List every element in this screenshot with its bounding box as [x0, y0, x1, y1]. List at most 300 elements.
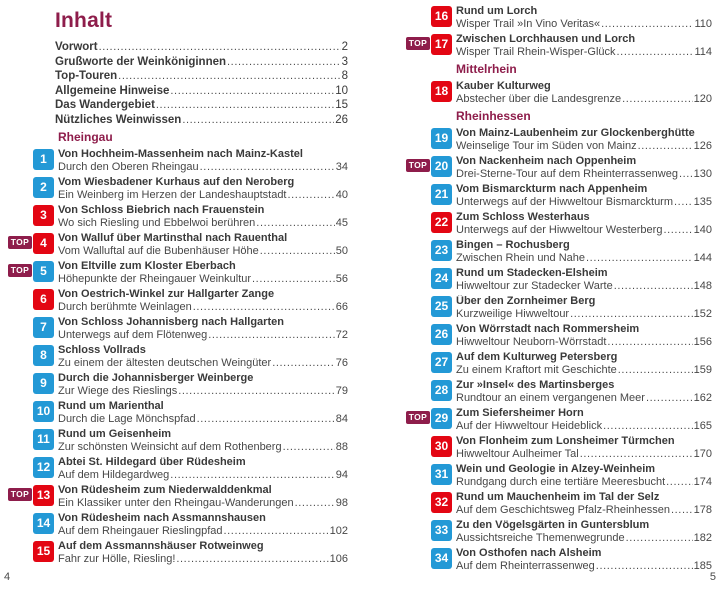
top-badge: TOP — [406, 411, 430, 424]
tour-number-badge: 33 — [431, 520, 452, 541]
top-badge-slot — [8, 344, 33, 348]
tour-subtitle: Ein Weinberg im Herzen der Landeshauptstadt — [58, 189, 287, 201]
tour-entry — [406, 211, 712, 237]
front-matter-label: Grußworte der Weinköniginnen — [55, 55, 227, 68]
tour-title: Rund um Lorch — [456, 5, 538, 17]
tour-page-ref: 84 — [335, 413, 348, 425]
tour-subtitle-line — [58, 245, 348, 258]
tour-page-ref: 170 — [693, 448, 712, 460]
top-badge-slot — [406, 323, 431, 327]
tour-page-ref: 174 — [693, 476, 712, 488]
tour-page-ref: 76 — [335, 357, 348, 369]
top-badge-slot — [406, 547, 431, 551]
tour-entry-text — [456, 5, 712, 31]
tour-subtitle: Fahr zur Hölle, Riesling! — [58, 553, 176, 565]
dot-leader — [170, 469, 334, 482]
tour-subtitle: Hiwweltour zur Stadecker Warte — [456, 280, 613, 292]
top-badge-slot — [8, 232, 33, 249]
tour-subtitle: Zur schönsten Weinsicht auf dem Rothenberg — [58, 441, 282, 453]
tour-subtitle-line — [456, 140, 712, 153]
tour-entry-text — [58, 512, 348, 538]
tour-number-badge: 10 — [33, 401, 54, 422]
top-badge-slot — [8, 288, 33, 292]
tour-entry-text — [58, 148, 348, 174]
tour-subtitle-line — [58, 357, 348, 370]
dot-leader — [638, 140, 693, 153]
tour-subtitle: Hiwweltour Aulheimer Tal — [456, 448, 579, 460]
tour-entry — [406, 379, 712, 405]
dot-leader — [176, 553, 328, 566]
tour-page-ref: 79 — [335, 385, 348, 397]
tour-number-badge: 17 — [431, 34, 452, 55]
tour-title: Von Rüdesheim zum Niederwalddenkmal — [58, 484, 272, 496]
top-badge-slot — [406, 519, 431, 523]
tour-page-ref: 120 — [693, 93, 712, 105]
tour-subtitle-line — [58, 161, 348, 174]
top-badge-slot — [8, 400, 33, 404]
tour-page-ref: 159 — [693, 364, 712, 376]
tour-page-ref: 114 — [694, 46, 712, 58]
top-badge: TOP — [406, 37, 430, 50]
tour-number-badge: 11 — [33, 429, 54, 450]
dot-leader — [178, 385, 335, 398]
tour-page-ref: 72 — [335, 329, 348, 341]
dot-leader — [646, 392, 693, 405]
dot-leader — [622, 93, 693, 106]
tour-entry-text — [58, 316, 348, 342]
tour-number-badge: 21 — [431, 184, 452, 205]
tour-subtitle: Unterwegs auf dem Flötenweg — [58, 329, 208, 341]
tour-number-badge: 6 — [33, 289, 54, 310]
tour-entry-text — [58, 232, 348, 258]
tour-number-badge: 30 — [431, 436, 452, 457]
tour-title: Bingen – Rochusberg — [456, 239, 570, 251]
top-badge-slot — [8, 456, 33, 460]
tour-subtitle: Zwischen Rhein und Nahe — [456, 252, 586, 264]
tour-page-ref: 102 — [329, 525, 348, 537]
tour-subtitle-line — [456, 336, 712, 349]
tour-entry — [8, 176, 348, 202]
section-heading: Mittelrhein — [456, 62, 517, 76]
tour-number-badge: 20 — [431, 156, 452, 177]
tour-title: Von Osthofen nach Alsheim — [456, 547, 602, 559]
tour-entry-text — [456, 463, 712, 489]
front-matter-row — [55, 69, 348, 84]
tour-title: Von Hochheim-Massenheim nach Mainz-Kastel — [58, 148, 303, 160]
section-heading: Rheinhessen — [456, 109, 531, 123]
tour-title: Kauber Kulturweg — [456, 80, 551, 92]
dot-leader — [118, 69, 340, 84]
tour-subtitle-line — [456, 504, 712, 517]
page-right — [360, 0, 720, 590]
tour-entry-text — [456, 211, 712, 237]
front-matter-label: Das Wandergebiet — [55, 99, 155, 111]
dot-leader — [570, 308, 693, 321]
dot-leader — [288, 189, 335, 202]
tour-title: Über den Zornheimer Berg — [456, 295, 596, 307]
front-matter-row — [55, 84, 348, 99]
tour-entry-text — [456, 547, 712, 573]
tour-entry-text — [58, 204, 348, 230]
tour-entry — [406, 351, 712, 377]
top-badge-slot — [406, 407, 431, 424]
tour-title: Rund um Mauchenheim im Tal der Selz — [456, 491, 660, 503]
tour-list-left — [8, 131, 348, 566]
tour-title: Von Eltville zum Kloster Eberbach — [58, 260, 236, 272]
tour-page-ref: 98 — [335, 497, 348, 509]
tour-entry-text — [456, 379, 712, 405]
front-matter-page-ref: 3 — [341, 55, 348, 68]
front-matter-label: Nützliches Weinwissen — [55, 113, 182, 126]
tour-number-badge: 16 — [431, 6, 452, 27]
tour-subtitle: Wisper Trail »In Vino Veritas« — [456, 18, 601, 30]
tour-entry-text — [456, 407, 712, 433]
dot-leader — [283, 441, 335, 454]
dot-leader — [156, 98, 334, 113]
dot-leader — [170, 84, 334, 99]
tour-page-ref: 106 — [329, 553, 348, 565]
tour-subtitle-line — [456, 476, 712, 489]
top-badge-slot — [8, 260, 33, 277]
tour-number-badge: 5 — [33, 261, 54, 282]
tour-number-badge: 19 — [431, 128, 452, 149]
tour-entry — [406, 295, 712, 321]
tour-title: Zum Schloss Westerhaus — [456, 211, 590, 223]
tour-subtitle: Kurzweilige Hiwweltour — [456, 308, 570, 320]
tour-title: Von Schloss Biebrich nach Frauenstein — [58, 204, 265, 216]
tour-title: Rund um Marienthal — [58, 400, 164, 412]
tour-title: Abtei St. Hildegard über Rüdesheim — [58, 456, 246, 468]
tour-title: Zur »Insel« des Martinsberges — [456, 379, 615, 391]
tour-number-badge: 8 — [33, 345, 54, 366]
top-badge-slot — [406, 183, 431, 187]
tour-number-badge: 9 — [33, 373, 54, 394]
tour-entry — [406, 5, 712, 31]
top-badge-slot — [8, 484, 33, 501]
top-badge-slot — [406, 211, 431, 215]
tour-subtitle: Rundtour an einem vergangenen Meer — [456, 392, 645, 404]
tour-title: Zu den Vögelsgärten in Guntersblum — [456, 519, 650, 531]
front-matter-label: Top-Touren — [55, 70, 118, 82]
tour-title: Rund um Stadecken-Elsheim — [456, 267, 608, 279]
dot-leader — [99, 40, 341, 55]
dot-leader — [586, 252, 693, 265]
tour-entry-text — [456, 323, 712, 349]
tour-subtitle: Wo sich Riesling und Ebbelwoi berühren — [58, 217, 256, 229]
front-matter-row — [55, 98, 348, 113]
dot-leader — [596, 560, 693, 573]
tour-title: Von Mainz-Laubenheim zur Glockenberghütte — [456, 127, 695, 139]
front-matter-page-ref: 26 — [335, 113, 348, 126]
tour-entry — [8, 400, 348, 426]
tour-entry — [8, 232, 348, 258]
dot-leader — [272, 357, 335, 370]
tour-title: Von Schloss Johannisberg nach Hallgarten — [58, 316, 284, 328]
tour-subtitle-line — [58, 385, 348, 398]
tour-subtitle-line — [456, 18, 712, 31]
tour-page-ref: 178 — [693, 504, 712, 516]
tour-number-badge: 14 — [33, 513, 54, 534]
top-badge-slot — [406, 267, 431, 271]
tour-subtitle-line — [58, 189, 348, 202]
tour-subtitle: Wisper Trail Rhein-Wisper-Glück — [456, 46, 616, 58]
top-badge-slot — [406, 33, 431, 50]
tour-entry-text — [58, 456, 348, 482]
tour-subtitle: Rundgang durch eine tertiäre Meeresbucht — [456, 476, 666, 488]
tour-entry — [8, 484, 348, 510]
tour-title: Von Nackenheim nach Oppenheim — [456, 155, 637, 167]
tour-page-ref: 165 — [693, 420, 712, 432]
tour-entry — [406, 127, 712, 153]
top-badge-slot — [406, 351, 431, 355]
tour-subtitle: Auf dem Hildegardweg — [58, 469, 170, 481]
tour-number-badge: 25 — [431, 296, 452, 317]
dot-leader — [200, 161, 335, 174]
tour-entry — [406, 547, 712, 573]
tour-title: Von Oestrich-Winkel zur Hallgarter Zange — [58, 288, 275, 300]
tour-entry-text — [456, 491, 712, 517]
tour-number-badge: 27 — [431, 352, 452, 373]
tour-number-badge: 13 — [33, 485, 54, 506]
tour-subtitle: Drei-Sterne-Tour auf dem Rheinterrassenweg — [456, 168, 678, 180]
tour-page-ref: 162 — [693, 392, 712, 404]
tour-entry — [8, 456, 348, 482]
front-matter-page-ref: 2 — [341, 41, 348, 53]
tour-entry-text — [456, 519, 712, 545]
tour-number-badge: 4 — [33, 233, 54, 254]
tour-title: Von Flonheim zum Lonsheimer Türmchen — [456, 435, 675, 447]
tour-entry-text — [58, 260, 348, 286]
top-badge-slot — [406, 239, 431, 243]
tour-entry-text — [58, 540, 348, 566]
top-badge-slot — [8, 148, 33, 152]
dot-leader — [666, 476, 693, 489]
tour-title: Zwischen Lorchhausen und Lorch — [456, 33, 636, 45]
tour-subtitle: Weinselige Tour im Süden von Mainz — [456, 140, 637, 152]
tour-entry-text — [58, 428, 348, 454]
top-badge-slot — [406, 80, 431, 84]
tour-subtitle-line — [456, 46, 712, 59]
front-matter-label: Allgemeine Hinweise — [55, 84, 170, 97]
tour-page-ref: 135 — [693, 196, 712, 208]
front-matter-page-ref: 10 — [335, 84, 348, 97]
top-badge-slot — [8, 372, 33, 376]
tour-subtitle: Auf dem Rheinterrassenweg — [456, 560, 595, 572]
tour-page-ref: 56 — [335, 273, 348, 285]
tour-subtitle-line — [58, 413, 348, 426]
tour-subtitle-line — [456, 532, 712, 545]
tour-entry — [406, 323, 712, 349]
tour-entry — [406, 239, 712, 265]
tour-page-ref: 144 — [693, 252, 712, 264]
tour-subtitle-line — [456, 364, 712, 377]
tour-entry — [406, 183, 712, 209]
tour-subtitle-line — [456, 224, 712, 237]
tour-page-ref: 140 — [693, 224, 712, 236]
dot-leader — [295, 497, 335, 510]
top-badge: TOP — [8, 264, 32, 277]
dot-leader — [674, 196, 693, 209]
tour-entry — [8, 316, 348, 342]
tour-entry — [406, 267, 712, 293]
tour-subtitle-line — [58, 441, 348, 454]
tour-entry — [406, 407, 712, 433]
tour-entry-text — [456, 351, 712, 377]
folio-page-number-left: 4 — [4, 571, 11, 583]
tour-subtitle-line — [456, 392, 712, 405]
dot-leader — [617, 46, 694, 59]
front-matter-row — [55, 55, 348, 70]
top-badge-slot — [406, 127, 431, 131]
tour-number-badge: 2 — [33, 177, 54, 198]
tour-number-badge: 18 — [431, 81, 452, 102]
tour-subtitle-line — [58, 329, 348, 342]
tour-subtitle: Durch den Oberen Rheingau — [58, 161, 199, 173]
tour-entry — [406, 491, 712, 517]
tour-subtitle: Aussichtsreiche Themenwegrunde — [456, 532, 625, 544]
tour-page-ref: 110 — [694, 18, 712, 30]
tour-entry — [406, 155, 712, 181]
top-badge-slot — [8, 540, 33, 544]
front-matter-row — [55, 113, 348, 128]
tour-subtitle-line — [58, 273, 348, 286]
tour-page-ref: 156 — [693, 336, 712, 348]
tour-subtitle: Zur Wiege des Rieslings — [58, 385, 178, 397]
tour-number-badge: 22 — [431, 212, 452, 233]
tour-subtitle: Höhepunkte der Rheingauer Weinkultur — [58, 273, 252, 285]
dot-leader — [224, 525, 329, 538]
tour-title: Rund um Geisenheim — [58, 428, 172, 440]
tour-title: Zum Siefersheimer Horn — [456, 407, 584, 419]
top-badge-slot — [8, 176, 33, 180]
tour-page-ref: 185 — [693, 560, 712, 572]
tour-number-badge: 12 — [33, 457, 54, 478]
top-badge-slot — [8, 316, 33, 320]
tour-entry — [8, 428, 348, 454]
tour-subtitle: Auf der Hiwweltour Heideblick — [456, 420, 603, 432]
tour-entry-text — [456, 127, 712, 153]
top-badge: TOP — [406, 159, 430, 172]
top-badge-slot — [8, 204, 33, 208]
tour-subtitle: Unterwegs auf der Hiwweltour Westerberg — [456, 224, 663, 236]
tour-subtitle: Auf dem Rheingauer Rieslingpfad — [58, 525, 223, 537]
front-matter-page-ref: 15 — [335, 99, 348, 111]
tour-subtitle-line — [58, 553, 348, 566]
tour-number-badge: 3 — [33, 205, 54, 226]
tour-entry — [406, 519, 712, 545]
tour-page-ref: 34 — [335, 161, 348, 173]
dot-leader — [618, 364, 693, 377]
dot-leader — [679, 168, 693, 181]
tour-subtitle-line — [456, 560, 712, 573]
tour-subtitle: Ein Klassiker unter den Rheingau-Wanderungen — [58, 497, 294, 509]
dot-leader — [208, 329, 335, 342]
tour-title: Vom Bismarckturm nach Appenheim — [456, 183, 648, 195]
dot-leader — [182, 113, 334, 128]
tour-list-right — [406, 0, 712, 573]
dot-leader — [252, 273, 335, 286]
dot-leader — [260, 245, 335, 258]
folio-page-number-right: 5 — [709, 571, 716, 583]
tour-entry — [8, 148, 348, 174]
tour-subtitle: Hiwweltour Neuborn-Wörrstadt — [456, 336, 607, 348]
tour-number-badge: 1 — [33, 149, 54, 170]
tour-number-badge: 31 — [431, 464, 452, 485]
tour-page-ref: 148 — [693, 280, 712, 292]
tour-number-badge: 23 — [431, 240, 452, 261]
tour-title: Von Rüdesheim nach Assmannshausen — [58, 512, 266, 524]
tour-entry-text — [456, 295, 712, 321]
tour-entry — [406, 33, 712, 59]
tour-number-badge: 34 — [431, 548, 452, 569]
top-badge-slot — [406, 379, 431, 383]
tour-subtitle: Zu einem Kraftort mit Geschichte — [456, 364, 617, 376]
dot-leader — [256, 217, 334, 230]
front-matter-page-ref: 8 — [341, 70, 348, 82]
tour-entry — [8, 372, 348, 398]
tour-entry-text — [456, 155, 712, 181]
top-badge-slot — [406, 463, 431, 467]
tour-entry-text — [58, 484, 348, 510]
tour-subtitle: Auf dem Geschichtsweg Pfalz-Rheinhessen — [456, 504, 670, 516]
top-badge-slot — [406, 295, 431, 299]
tour-title: Auf dem Kulturweg Petersberg — [456, 351, 618, 363]
dot-leader — [626, 532, 693, 545]
tour-page-ref: 130 — [693, 168, 712, 180]
tour-entry — [8, 260, 348, 286]
page-title: Inhalt — [55, 9, 113, 32]
dot-leader — [601, 18, 693, 31]
dot-leader — [580, 448, 693, 461]
tour-title: Von Wörrstadt nach Rommersheim — [456, 323, 640, 335]
tour-title: Von Walluf über Martinsthal nach Rauenthal — [58, 232, 288, 244]
tour-subtitle: Zu einem der ältesten deutschen Weingüter — [58, 357, 272, 369]
top-badge-slot — [406, 491, 431, 495]
tour-subtitle-line — [456, 93, 712, 106]
tour-subtitle: Durch berühmte Weinlagen — [58, 301, 192, 313]
tour-entry-text — [58, 288, 348, 314]
tour-entry-text — [456, 183, 712, 209]
top-badge-slot — [8, 428, 33, 432]
tour-page-ref: 94 — [335, 469, 348, 481]
tour-entry-text — [58, 176, 348, 202]
front-matter-row — [55, 40, 348, 55]
tour-page-ref: 182 — [693, 532, 712, 544]
tour-subtitle-line — [58, 301, 348, 314]
tour-entry — [8, 344, 348, 370]
top-badge: TOP — [8, 236, 32, 249]
tour-subtitle-line — [456, 196, 712, 209]
tour-subtitle-line — [58, 525, 348, 538]
tour-number-badge: 32 — [431, 492, 452, 513]
tour-entry — [406, 80, 712, 106]
dot-leader — [607, 336, 692, 349]
tour-page-ref: 40 — [335, 189, 348, 201]
tour-subtitle-line — [456, 448, 712, 461]
tour-number-badge: 29 — [431, 408, 452, 429]
tour-entry-text — [456, 435, 712, 461]
top-badge-slot — [406, 435, 431, 439]
tour-page-ref: 66 — [335, 301, 348, 313]
front-matter-label: Vorwort — [55, 41, 98, 53]
tour-title: Durch die Johannisberger Weinberge — [58, 372, 254, 384]
tour-title: Auf dem Assmannshäuser Rotweinweg — [58, 540, 264, 552]
tour-subtitle: Abstecher über die Landesgrenze — [456, 93, 622, 105]
tour-title: Vom Wiesbadener Kurhaus auf den Neroberg — [58, 176, 295, 188]
dot-leader — [197, 413, 335, 426]
front-matter-list — [55, 40, 348, 127]
tour-title: Schloss Vollrads — [58, 344, 146, 356]
